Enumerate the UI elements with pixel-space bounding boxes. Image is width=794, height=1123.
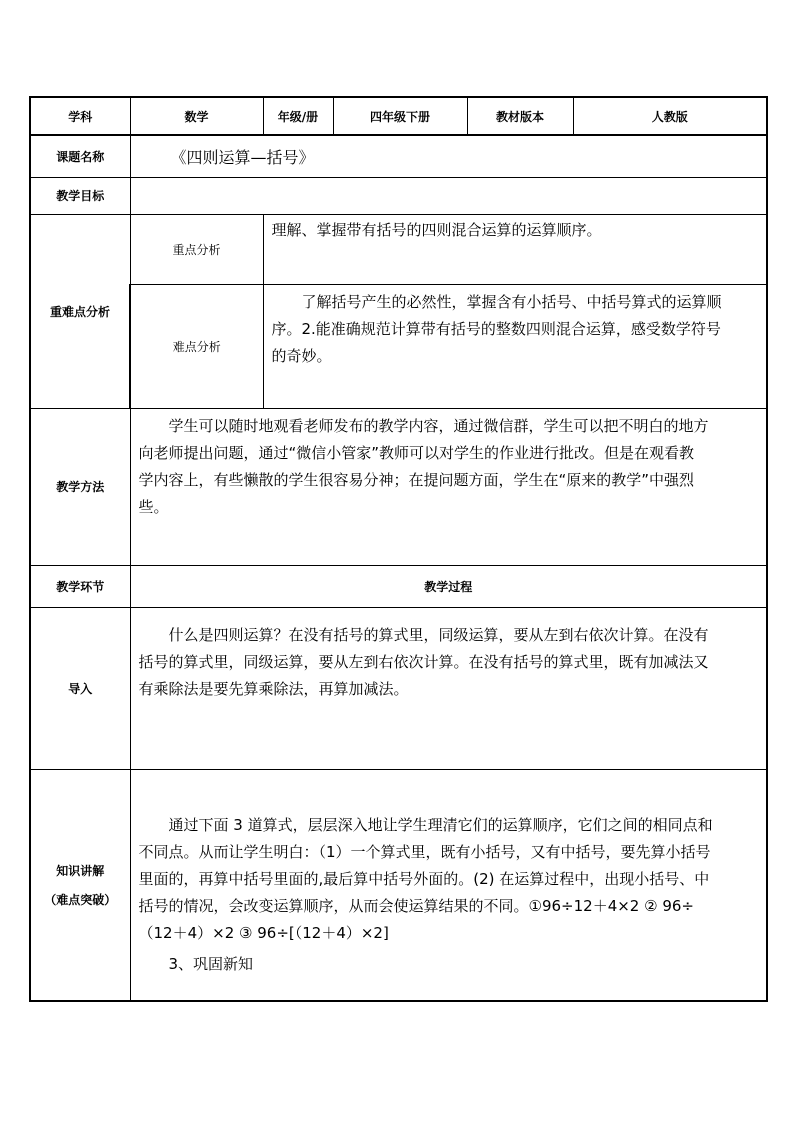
intro-label: 导入 xyxy=(30,607,130,769)
difficult-line: 序。2.能准确规范计算带有括号的整数四则混合运算，感受数学符号 xyxy=(271,319,721,338)
key-point-row xyxy=(30,214,767,284)
knowledge-line: 通过下面 3 道算式，层层深入地让学生理清它们的运算顺序，它们之间的相同点和 xyxy=(168,815,713,834)
objectives-row xyxy=(30,177,767,214)
objectives-label: 教学目标 xyxy=(30,177,130,214)
analysis-label: 重难点分析 xyxy=(30,214,130,408)
intro-text xyxy=(130,607,767,769)
intro-line: 括号的算式里，同级运算，要从左到右依次计算。在没有括号的算式里，既有加减法又 xyxy=(138,652,709,671)
objectives-content xyxy=(130,177,767,214)
knowledge-line: 不同点。从而让学生明白：（1）一个算式里，既有小括号，又有中括号，要先算小括号 xyxy=(138,842,711,861)
difficult-line: 了解括号产生的必然性，掌握含有小括号、中括号算式的运算顺 xyxy=(301,292,722,311)
difficult-point-text xyxy=(263,284,767,408)
process-label: 教学过程 xyxy=(130,565,767,607)
lesson-title: 《四则运算—括号》 xyxy=(130,135,767,177)
subject-label: 学科 xyxy=(30,97,130,135)
intro-line: 有乘除法是要先算乘除法，再算加减法。 xyxy=(138,679,409,698)
intro-row xyxy=(30,607,767,769)
method-line: 些。 xyxy=(138,497,169,516)
process-header-row xyxy=(30,565,767,607)
method-line: 学生可以随时地观看老师发布的教学内容，通过微信群，学生可以把不明白的地方 xyxy=(168,416,709,435)
knowledge-label-cell xyxy=(30,769,130,1001)
lesson-plan-table xyxy=(29,96,768,1002)
method-line: 学内容上，有些懒散的学生很容易分神；在提问题方面，学生在“原来的教学”中强烈 xyxy=(138,470,695,489)
edition-value: 人教版 xyxy=(573,97,767,135)
intro-line: 什么是四则运算？在没有括号的算式里，同级运算，要从左到右依次计算。在没有 xyxy=(168,625,709,644)
key-point-text: 理解、掌握带有括号的四则混合运算的运算顺序。 xyxy=(263,214,767,284)
edition-label: 教材版本 xyxy=(467,97,573,135)
knowledge-line: （12＋4）×2 ③ 96÷[（12＋4）×2] xyxy=(138,923,389,942)
method-text xyxy=(130,408,767,565)
knowledge-row xyxy=(30,769,767,1001)
knowledge-line: 里面的，再算中括号里面的,最后算中括号外面的。(2) 在运算过程中，出现小括号、中 xyxy=(138,869,710,888)
method-line: 向老师提出问题，通过“微信小管家”教师可以对学生的作业进行批改。但是在观看教 xyxy=(138,443,695,462)
lesson-title-row xyxy=(30,135,767,177)
difficult-line: 的奇妙。 xyxy=(271,346,332,365)
grade-value: 四年级下册 xyxy=(333,97,467,135)
key-point-label: 重点分析 xyxy=(130,214,263,284)
knowledge-sublabel: （难点突破） xyxy=(44,892,117,907)
grade-label: 年级/册 xyxy=(263,97,333,135)
knowledge-label: 知识讲解 xyxy=(56,863,105,878)
knowledge-line: 括号的情况，会改变运算顺序，从而会使运算结果的不同。①96÷12＋4×2 ② 96÷ xyxy=(138,896,694,915)
knowledge-text xyxy=(130,769,767,1001)
subject-value: 数学 xyxy=(130,97,263,135)
knowledge-line: 3、巩固新知 xyxy=(168,954,254,973)
header-row xyxy=(30,97,767,135)
method-label: 教学方法 xyxy=(30,408,130,565)
difficult-point-row xyxy=(30,284,767,408)
difficult-point-label: 难点分析 xyxy=(130,284,263,408)
lesson-title-label: 课题名称 xyxy=(30,135,130,177)
stage-label: 教学环节 xyxy=(30,565,130,607)
method-row xyxy=(30,408,767,565)
